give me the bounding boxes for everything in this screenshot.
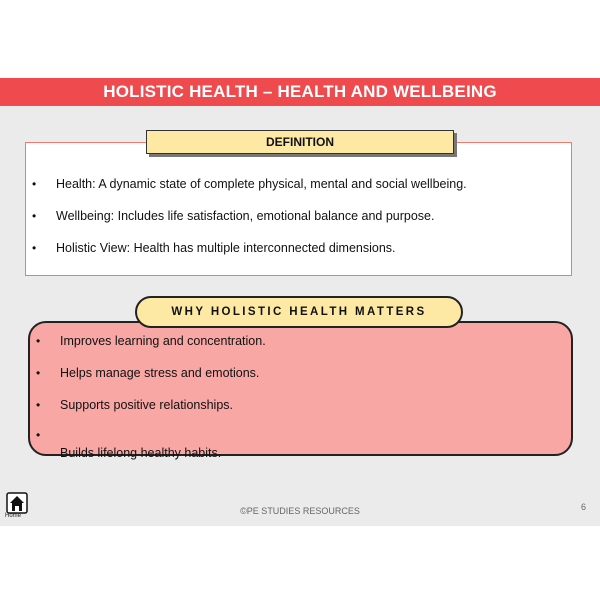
definition-item-text: Wellbeing: Includes life satisfaction, emotional balance and purpose. [56, 209, 435, 223]
why-label: WHY HOLISTIC HEALTH MATTERS [135, 296, 463, 328]
slide-title: HOLISTIC HEALTH – HEALTH AND WELLBEING [0, 78, 600, 106]
list-item [36, 365, 556, 397]
bullet-icon: • [36, 366, 41, 380]
why-item-text: Supports positive relationships. [60, 398, 234, 412]
bullet-icon: • [36, 398, 41, 412]
definition-item-text: Holistic View: Health has multiple interconnected dimensions. [56, 241, 396, 255]
bullet-icon: • [32, 209, 37, 223]
why-item-text: Improves learning and concentration. [60, 334, 266, 348]
list-item [36, 397, 556, 429]
slide [0, 78, 600, 526]
list-item [36, 429, 556, 469]
why-item-text: Builds lifelong healthy habits. [60, 446, 222, 460]
footer-copyright: ©PE STUDIES RESOURCES [240, 506, 360, 516]
bullet-icon: • [36, 334, 41, 348]
definition-item-text: Health: A dynamic state of complete physical, mental and social wellbeing. [56, 177, 467, 191]
page-number: 6 [580, 502, 586, 512]
home-label[interactable]: Home [5, 513, 22, 519]
list-item [32, 176, 562, 208]
bullet-icon: • [36, 428, 41, 442]
list-item [32, 240, 562, 272]
definition-list [32, 176, 562, 272]
list-item [36, 333, 556, 365]
list-item [32, 208, 562, 240]
bullet-icon: • [32, 177, 37, 191]
definition-label: DEFINITION [146, 130, 454, 154]
why-item-text: Helps manage stress and emotions. [60, 366, 260, 380]
why-list [36, 333, 556, 469]
bullet-icon: • [32, 241, 37, 255]
